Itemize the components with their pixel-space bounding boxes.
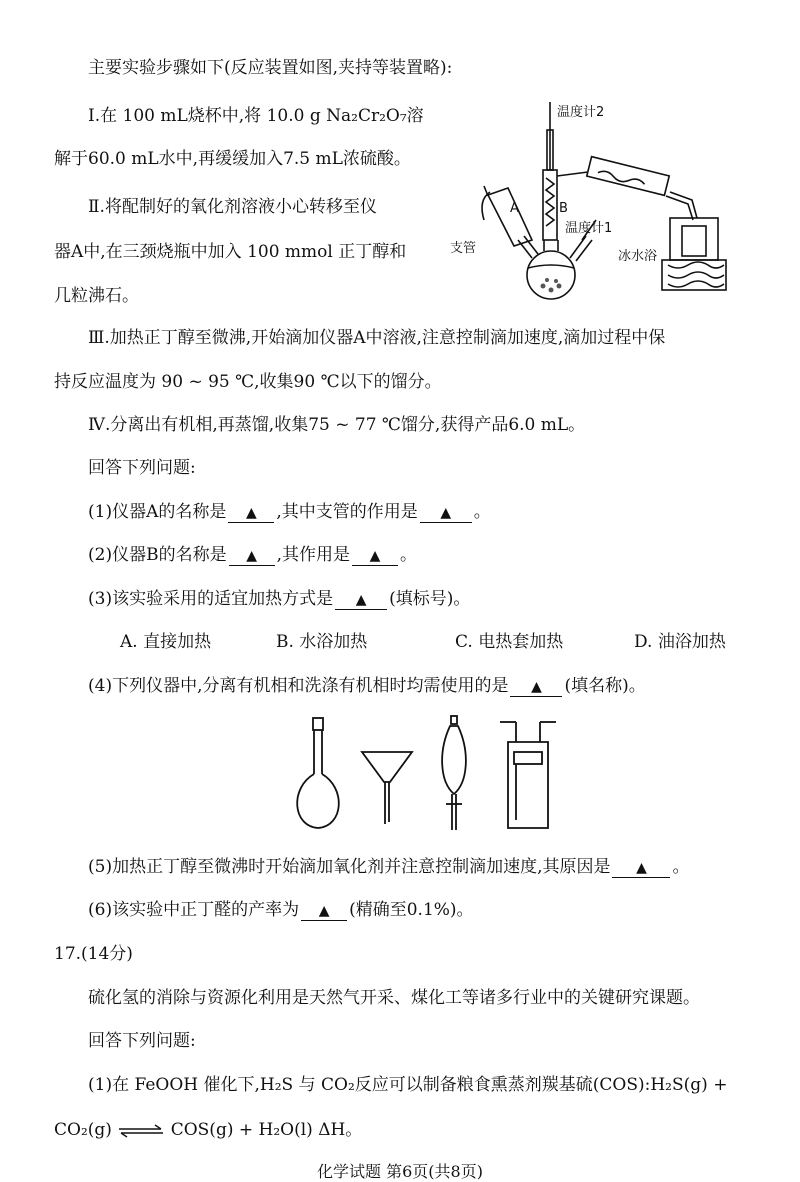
q1-text-b: ,其中支管的作用是 (276, 502, 418, 522)
label-ice-bath: 冰水浴 (618, 249, 658, 264)
problem-17-q1-line2 (54, 1118, 362, 1142)
q6-text-a: (6)该实验中正丁醛的产率为 (88, 900, 300, 920)
label-a: A (510, 201, 519, 216)
q3-option-b[interactable]: B. 水浴加热 (276, 632, 368, 652)
question-4 (88, 674, 646, 698)
answer-blank-q1a[interactable]: ▲ (228, 504, 274, 523)
gas-washing-bottle-icon (500, 722, 556, 828)
step2-line1: Ⅱ.将配制好的氧化剂溶液小心转移至仪 (88, 197, 377, 217)
answer-prompt: 回答下列问题: (88, 458, 196, 478)
q2-text-c: 。 (399, 545, 417, 565)
q3-option-c[interactable]: C. 电热套加热 (455, 632, 564, 652)
step3-line1: Ⅲ.加热正丁醇至微沸,开始滴加仪器A中溶液,注意控制滴加速度,滴加过程中保 (88, 328, 666, 348)
problem-17-heading: 17.(14分) (54, 944, 133, 964)
answer-blank-q2b[interactable]: ▲ (352, 547, 398, 566)
p17-q1-reactant: CO₂(g) (54, 1120, 112, 1140)
q4-text-a: (4)下列仪器中,分离有机相和洗涤有机相时均需使用的是 (88, 676, 509, 696)
problem-17-intro: 硫化氢的消除与资源化利用是天然气开采、煤化工等诸多行业中的关键研究课题。 (88, 988, 700, 1008)
label-side-tube: 支管 (450, 241, 477, 256)
q1-text-c: 。 (473, 502, 491, 522)
q1-text-a: (1)仪器A的名称是 (88, 502, 227, 522)
answer-blank-q1b[interactable]: ▲ (420, 504, 472, 523)
intro-text: 主要实验步骤如下(反应装置如图,夹持等装置略): (88, 58, 453, 78)
answer-blank-q3[interactable]: ▲ (335, 591, 387, 610)
answer-blank-q4[interactable]: ▲ (510, 678, 562, 697)
q3-option-a[interactable]: A. 直接加热 (120, 632, 212, 652)
separatory-funnel-icon (442, 716, 466, 830)
answer-blank-q6[interactable]: ▲ (301, 902, 347, 921)
question-5 (88, 855, 689, 879)
step1-line2: 解于60.0 mL水中,再缓缓加入7.5 mL浓硫酸。 (54, 149, 411, 169)
step1-line1: Ⅰ.在 100 mL烧杯中,将 10.0 g Na₂Cr₂O₇溶 (88, 106, 424, 126)
step2-line3: 几粒沸石。 (54, 286, 139, 306)
equilibrium-arrow-icon (117, 1124, 165, 1138)
label-thermometer-2: 温度计2 (557, 105, 605, 120)
step3-line2: 持反应温度为 90 ~ 95 ℃,收集90 ℃以下的馏分。 (54, 372, 442, 392)
p17-q1-products: COS(g) + H₂O(l) ΔH。 (170, 1120, 363, 1140)
condenser-icon (587, 157, 669, 196)
q2-text-b: ,其作用是 (276, 545, 350, 565)
problem-17-prompt: 回答下列问题: (88, 1031, 196, 1051)
q4-text-b: (填名称)。 (564, 676, 646, 696)
question-1 (88, 500, 491, 524)
q2-text-a: (2)仪器B的名称是 (88, 545, 227, 565)
page-footer: 化学试题 第6页(共8页) (317, 1162, 483, 1181)
glassware-row (280, 712, 560, 838)
q5-text-b: 。 (672, 857, 690, 877)
funnel-icon (362, 752, 412, 824)
question-3 (88, 587, 470, 611)
label-thermometer-1: 温度计1 (565, 221, 613, 236)
answer-blank-q5[interactable]: ▲ (612, 859, 670, 878)
q3-text-b: (填标号)。 (389, 589, 471, 609)
label-b: B (559, 201, 568, 216)
q6-text-b: (精确至0.1%)。 (349, 900, 474, 920)
step2-line2: 器A中,在三颈烧瓶中加入 100 mmol 正丁醇和 (54, 242, 407, 262)
problem-17-q1-line1: (1)在 FeOOH 催化下,H₂S 与 CO₂反应可以制备粮食熏蒸剂羰基硫(COS):H₂S(g) + (88, 1075, 728, 1095)
question-2 (88, 543, 417, 567)
q5-text-a: (5)加热正丁醇至微沸时开始滴加氧化剂并注意控制滴加速度,其原因是 (88, 857, 611, 877)
question-6 (88, 898, 474, 922)
q3-text-a: (3)该实验采用的适宜加热方式是 (88, 589, 334, 609)
volumetric-flask-icon (297, 718, 339, 828)
reaction-apparatus-diagram (448, 100, 748, 300)
ice-water-bath-beaker-icon (670, 218, 718, 260)
q3-option-d[interactable]: D. 油浴加热 (634, 632, 726, 652)
answer-blank-q2a[interactable]: ▲ (229, 547, 275, 566)
step4-text: Ⅳ.分离出有机相,再蒸馏,收集75 ~ 77 ℃馏分,获得产品6.0 mL。 (88, 415, 586, 435)
